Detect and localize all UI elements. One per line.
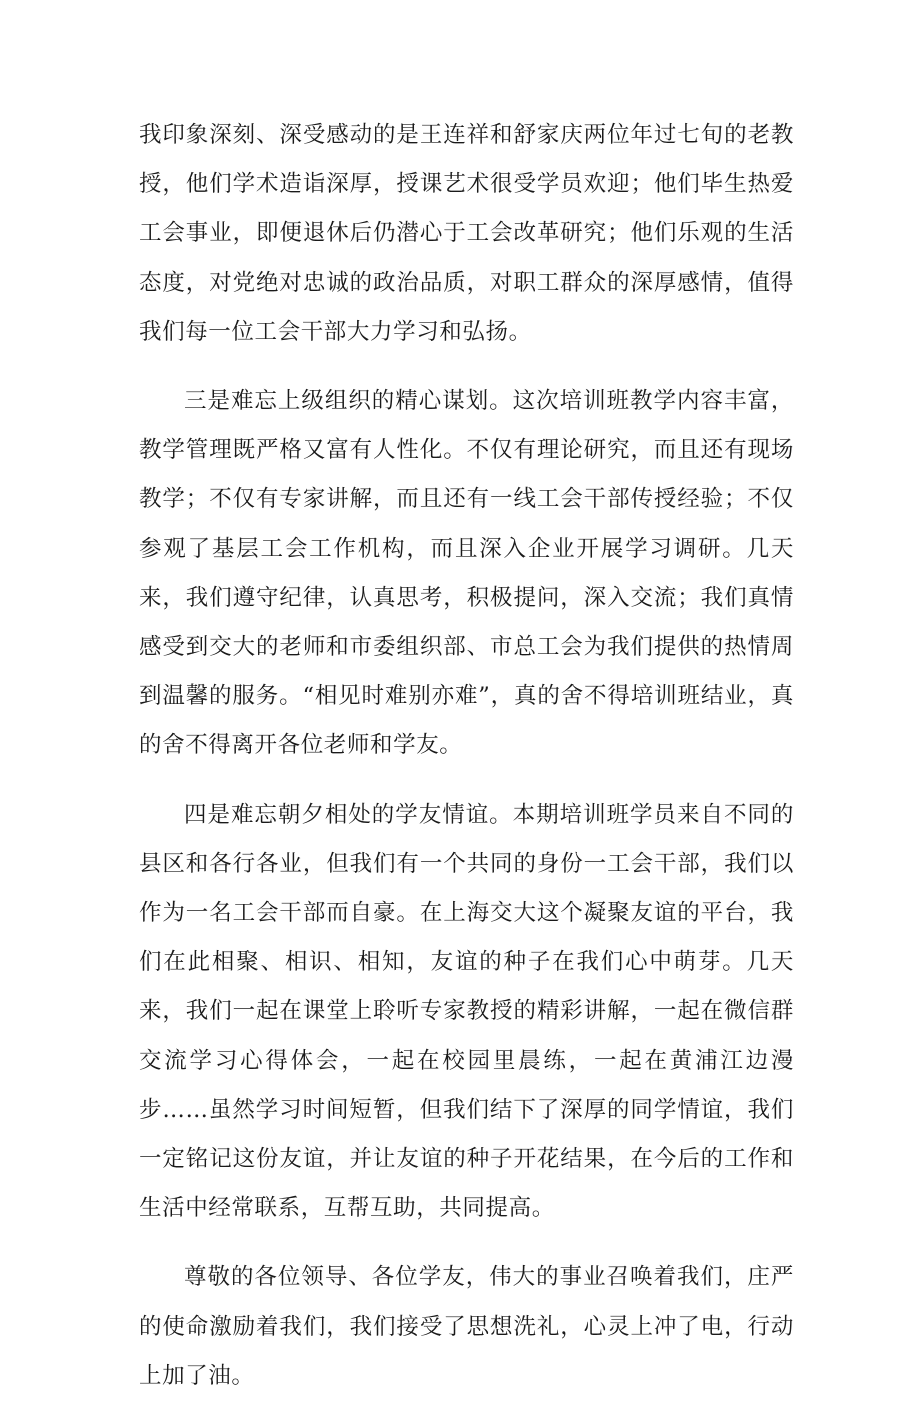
paragraph-organization: 三是难忘上级组织的精心谋划。这次培训班教学内容丰富，教学管理既严格又富有人性化。不仅有理论研究，而且还有现场教学；不仅有专家讲解，而且还有一线工会干部传授经验；不仅参观了基层工会工作机构，而且深入企业开展学习调研。几天来，我们遵守纪律，认真思考，积极提问，深入交流；我们真情感受到交大的老师和市委组织部、市总工会为我们提供的热情周到温馨的服务。“相见时难别亦难”，真的舍不得培训班结业，真的舍不得离开各位老师和学友。 xyxy=(139,388,794,759)
paragraph-friendship: 四是难忘朝夕相处的学友情谊。本期培训班学员来自不同的县区和各行各业，但我们有一个共同的身份一工会干部，我们以作为一名工会干部而自豪。在上海交大这个凝聚友谊的平台，我们在此相聚、相识、相知，友谊的种子在我们心中萌芽。几天来，我们一起在课堂上聆听专家教授的精彩讲解，一起在微信群交流学习心得体会，一起在校园里晨练，一起在黄浦江边漫步……虽然学习时间短暂，但我们结下了深厚的同学情谊，我们一定铭记这份友谊，并让友谊的种子开花结果，在今后的工作和生活中经常联系，互帮互助，共同提高。 xyxy=(139,801,794,1222)
paragraph-continued: 我印象深刻、深受感动的是王连祥和舒家庆两位年过七旬的老教授，他们学术造诣深厚，授课艺术很受学员欢迎；他们毕生热爱工会事业，即便退休后仍潜心于工会改革研究；他们乐观的生活态度，对党绝对忠诚的政治品质，对职工群众的深厚感情，值得我们每一位工会干部大力学习和弘扬。 xyxy=(139,122,794,345)
paragraph-closing: 尊敬的各位领导、各位学友，伟大的事业召唤着我们，庄严的使命激励着我们，我们接受了思想洗礼，心灵上冲了电，行动上加了油。 xyxy=(139,1264,794,1389)
document-body xyxy=(139,111,794,1401)
